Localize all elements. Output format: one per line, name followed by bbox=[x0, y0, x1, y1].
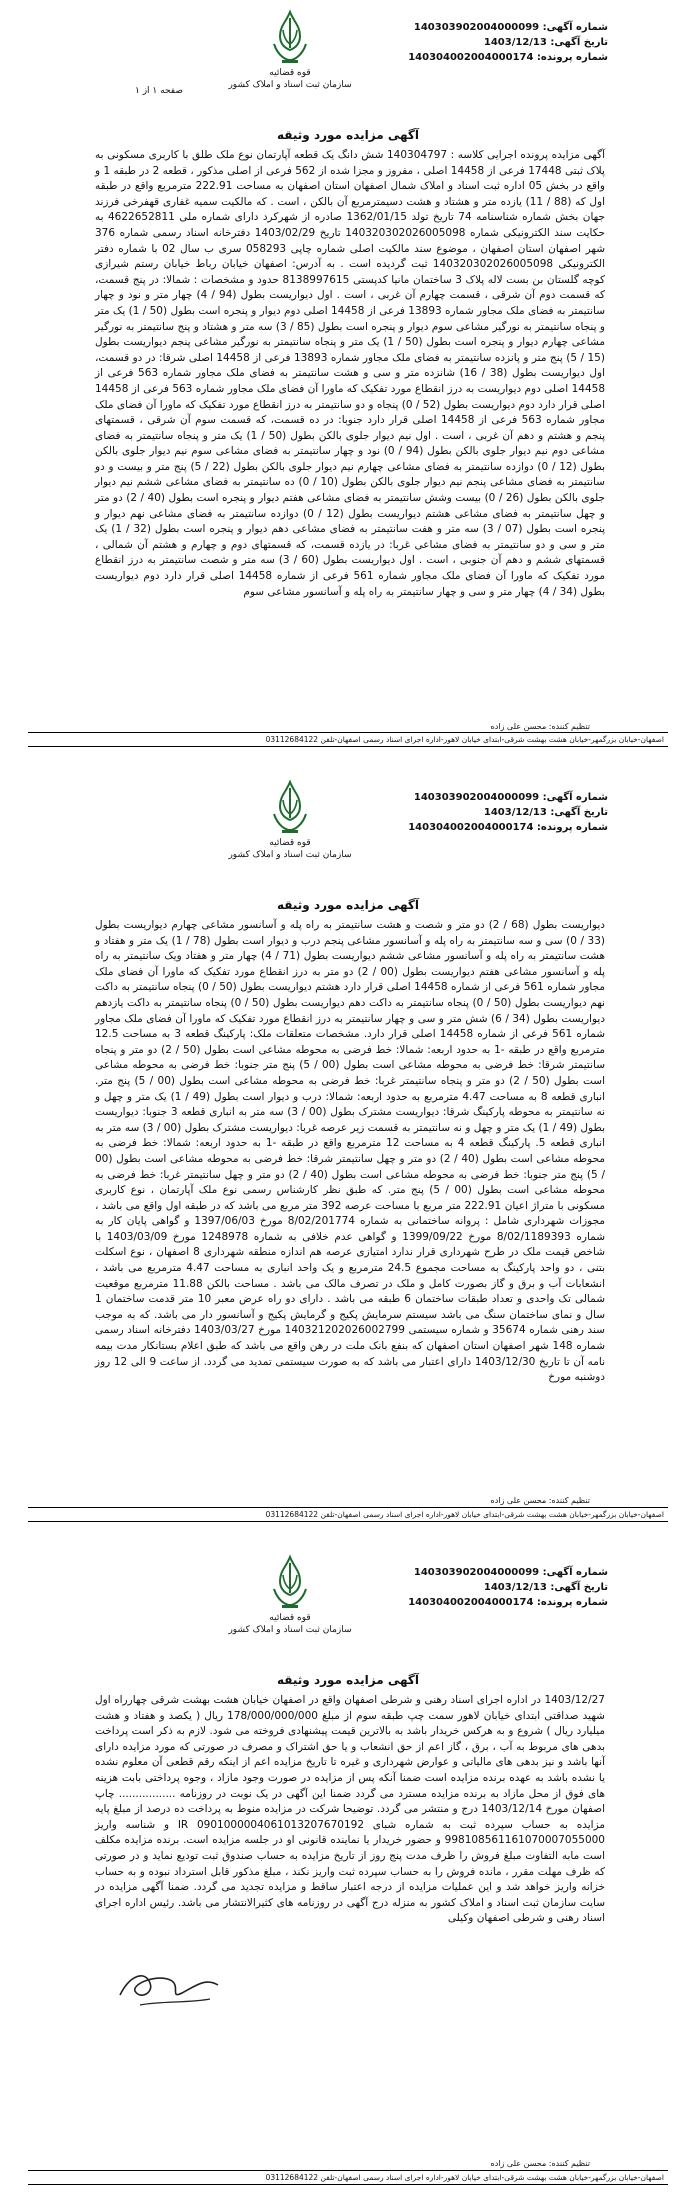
file-number: شماره پرونده: 140304002004000174 bbox=[408, 52, 608, 63]
prepared-by: تنظیم کننده: محسن علی زاده bbox=[490, 722, 590, 731]
judiciary-logo bbox=[225, 8, 355, 108]
notice-header bbox=[0, 770, 696, 896]
notice-meta bbox=[408, 790, 608, 835]
judiciary-logo bbox=[225, 1553, 355, 1653]
signature-icon bbox=[110, 1955, 230, 2015]
judiciary-emblem-icon bbox=[268, 1553, 312, 1611]
notice-body-text: دیواریست بطول (68 / 2) دو متر و شصت و هشت سانتیمتر به راه پله و آسانسور مشاعی چهارم دیواریست بطول (33 / 0) سی و سه سانتیمتر به راه پله و آسانسور مشاعی پنجم درب و دیوار است بطول (78 / 1) یک متر و هفتاد و هشت سانتیمتر به راه پله و آسانسور مشاعی ششم دیواریست بطول (71 / 4) چهار متر و هفتاد ویک سانتیمتر به راه پله و آسانسور مشاعی هفتم دیواریست بطول (00 / 2) دو متر به درز انقطاع مورد تفکیک که ماورا آن فضای ملک مجاور شماره 561 فرعی از شماره 14458 اصلی قرار دارد هشتم دیواریست بطول (50 / 0) پنجاه سانتیمتر به داکت نهم دیواریست بطول (50 / 0) پنجاه سانتیمتر به داکت دهم دیواریست بطول (50 / 0) پنجاه سانتیمتر به داکت یازدهم دیواریست بطول (34 / 6) شش متر و سی و چهار سانتیمتر به درز انقطاع مورد تفکیک که ماورا آن فضای ملک مجاور شماره 561 فرعی از شماره 14458 اصلی قرار دارد. مشخصات متعلقات ملک: پارکینگ قطعه 3 به مساحت 12.5 مترمربع واقع در طبقه -1 به حدود اربعه: شمالا: خط فرضی به محوطه مشاعی است بطول (50 / 2) دو متر و پنجاه سانتیمتر شرقا: خط فرضی به محوطه مشاعی است بطول (00 / 5) پنج متر جنوبا: خط فرضی به محوطه مشاعی است بطول (50 / 2) دو متر و پنجاه سانتیمتر غربا: خط فرضی به محوطه مشاعی است بطول (00 / 5) پنج متر. انباری قطعه 8 به مساحت 4.47 مترمربع به حدود اربعه: شمالا: درب و دیوار است بطول (49 / 1) یک متر و چهل و نه سانتیمتر به محوطه پارکینگ شرقا: دیواریست مشترک بطول (00 / 3) سه متر به انباری قطعه 3 جنوبا: دیواریست بطول (49 / 1) یک متر و چهل و نه سانتیمتر به قسمت زیر عرصه غربا: دیواریست مشترک بطول (00 / 3) سه متر به انباری قطعه 5. پارکینگ قطعه 4 به مساحت 12 مترمربع واقع در طبقه -1 به حدود اربعه: شمالا: خط فرضی به محوطه مشاعی است بطول (40 / 2) دو متر و چهل سانتیمتر شرقا: خط فرضی به محوطه مشاعی است بطول (00 / 5) پنج متر جنوبا: خط فرضی به محوطه مشاعی است بطول (40 / 2) دو متر و چهل سانتیمتر غربا: خط فرضی به محوطه مشاعی است بطول (00 / 5) پنج متر. که طبق نظر کارشناس رسمی نوع ملک آپارتمان ، نوع کاربری مسکونی با متراژ اعیان 222.91 متر مربع با مساحت عرصه 392 متر مربع می باشد که در طبقه اول واقع می باشد ، مجوزات شهرداری شامل : پروانه ساختمانی به شماره 8/02/201774 مورخ 1397/06/03 و گواهی پایان کار به شماره 8/02/1189393 مورخ 1399/09/22 و گواهی عدم خلافی به شماره 1248978 مورخ 1403/03/09 با شاخص قیمت ملک در طرح شهرداری قرار ندارد امتیازی عرصه هم اندازه منطقه شهرداری 8 اصفهان ، نوع اسکلت بتنی ، دو واحد پارکینگ به مساحت مجموع 24.5 مترمربع و یک واحد انباری به مساحت 4.47 مترمربع می باشد ، انشعابات آب و برق و گاز بصورت کامل و ملک در تصرف مالک می باشد . مساحت بالکن 11.88 مترمربع موقعیت شمالی تک واحدی و تعداد طبقات ساختمان 6 طبقه می باشد . دارای دو راه عرض معبر 10 متر قدمت ساختمان 1 سال و نمای ساختمان سنگ می باشد سیستم سرمایش پکیج و گرمایش پکیج و آسانسور دار می باشد. که به موجب سند رهنی شماره 35674 و شماره سیستمی 140321202026002799 مورخ 1403/03/27 دفترخانه اسناد رسمی شماره 148 شهر اصفهان استان اصفهان که بنفع بانک ملت در رهن واقع می باشد که طبق اعلام بستانکار مدت بیمه نامه آن تا تاریخ 1403/12/30 دارای اعتبار می باشد که به صورت سیستمی تمدید می گردد. از ساعت 9 الی 12 روز دوشنبه مورخ bbox=[95, 919, 606, 1384]
judiciary-logo bbox=[225, 778, 355, 878]
logo-text-top: قوه قضائیه bbox=[269, 838, 311, 848]
notice-title: آگهی مزایده مورد وثیقه bbox=[276, 1673, 419, 1687]
office-address-footer: اصفهان-خیابان بزرگمهر-خیابان هشت بهشت شرقی-ابتدای خیابان لاهور-اداره اجرای اسناد رسمی اصفهان-تلفن 03112684122 bbox=[28, 732, 668, 747]
logo-text-top: قوه قضائیه bbox=[269, 1613, 311, 1623]
notice-body bbox=[95, 148, 605, 600]
notice-title: آگهی مزایده مورد وثیقه bbox=[276, 898, 419, 912]
notice-header bbox=[0, 0, 696, 126]
notice-section-1 bbox=[0, 0, 696, 770]
file-number: شماره پرونده: 140304002004000174 bbox=[408, 1597, 608, 1608]
notice-date: تاریخ آگهی: 1403/12/13 bbox=[483, 37, 608, 48]
office-address-footer: اصفهان-خیابان بزرگمهر-خیابان هشت بهشت شرقی-ابتدای خیابان لاهور-اداره اجرای اسناد رسمی اصفهان-تلفن 03112684122 bbox=[28, 1507, 668, 1522]
judiciary-emblem-icon bbox=[268, 778, 312, 836]
notice-body-text: 1403/12/27 در اداره اجرای اسناد رهنی و شرطی اصفهان واقع در اصفهان خیابان هشت بهشت شرقی چهارراه اول شهید صداقتی ابتدای خیابان لاهور سمت چپ طبقه سوم از مبلغ 178/000/000/000 ریال ( یکصد و هفتاد و هشت میلیارد ریال ) شروع و به هرکس خریدار باشد به بالاترین قیمت پیشنهادی فروخته می شود. لازم به ذکر است پرداخت بدهی های مربوط به آب ، برق ، گاز اعم از حق انشعاب و یا حق اشتراک و مصرف در صورتی که مورد مزایده دارای آنها باشد و نیز بدهی های مالیاتی و عوارض شهرداری و غیره تا تاریخ مزایده اعم از اینکه رقم قطعی آن معلوم نشده یا نشده باشد به عهده برنده مزایده است ضمنا آنکه پس از مزایده در صورت وجود مازاد ، وجوه پرداختی بابت هزینه های فوق از محل مازاد به برنده مزایده مسترد می گردد ضمنا این آگهی در یک نوبت در روزنامه ................. چاپ اصفهان مورخ 1403/12/14 درج و منتشر می گردد. توضیحا شرکت در مزایده منوط به پرداخت ده درصد از مبلغ پایه مزایده به حساب سپرده ثبت به شماره شبای IR 0901000004061013207670192 و شناسه واریز 998108561161070007055000 و حضور خریدار یا نماینده قانونی او در جلسه مزایده است. برنده مزایده مکلف است مابه التفاوت مبلغ فروش را ظرف مدت پنج روز از تاریخ مزایده به حساب صندوق ثبت تودیع نماید و در صورتی که ظرف مهلت مقرر ، مانده فروش را به حساب سپرده ثبت واریز نکند ، مبلغ مذکور قابل استرداد نبوده و به حساب خزانه واریز خواهد شد و این عملیات مزایده از درجه اعتبار ساقط و مزایده تجدید می گردد. ضمنا آگهی مزایده در سایت سازمان ثبت اسناد و املاک کشور به منزله درج آگهی در روزنامه های کثیرالانتشار می باشد. رئیس اداره اجرای اسناد رهنی و شرطی اصفهان وکیلی bbox=[95, 1694, 605, 1925]
notice-number: شماره آگهی: 140303902004000099 bbox=[413, 1567, 608, 1578]
page-label: صفحه ۱ از ۱ bbox=[135, 86, 183, 96]
notice-body bbox=[95, 918, 605, 1386]
file-number: شماره پرونده: 140304002004000174 bbox=[408, 822, 608, 833]
logo-text-top: قوه قضائیه bbox=[269, 68, 311, 78]
notice-meta bbox=[408, 20, 608, 65]
notice-meta bbox=[408, 1565, 608, 1610]
logo-text-bottom: سازمان ثبت اسناد و املاک کشور bbox=[228, 80, 352, 90]
notice-number: شماره آگهی: 140303902004000099 bbox=[413, 22, 608, 33]
notice-title: آگهی مزایده مورد وثیقه bbox=[276, 128, 419, 142]
notice-section-2 bbox=[0, 770, 696, 1545]
logo-text-bottom: سازمان ثبت اسناد و املاک کشور bbox=[228, 850, 352, 860]
notice-body bbox=[95, 1693, 605, 1927]
judiciary-emblem-icon bbox=[268, 8, 312, 66]
notice-header bbox=[0, 1545, 696, 1671]
notice-date: تاریخ آگهی: 1403/12/13 bbox=[483, 807, 608, 818]
notice-date: تاریخ آگهی: 1403/12/13 bbox=[483, 1582, 608, 1593]
prepared-by: تنظیم کننده: محسن علی زاده bbox=[490, 2159, 590, 2168]
notice-body-text: آگهی مزایده پرونده اجرایی کلاسه : 140304797 شش دانگ یک قطعه آپارتمان نوع ملک طلق با کاربری مسکونی به پلاک ثبتی 17448 فرعی از 14458 اصلی ، مفروز و مجزا شده از 562 فرعی از اصلی مذکور ، قطعه 2 در طبقه 1 و واقع در بخش 05 اداره ثبت اسناد و املاک شمال اصفهان استان اصفهان به مساحت 222.91 مترمربع واقع در طبقه اول که (88 / 11) یازده متر و هشتاد و هشت دسیمترمربع آن بالکن ، است . که مالکیت سمیه غفاری قهفرخی فرزند جهان بخش شماره شناسنامه 74 تاریخ تولد 1362/01/15 صادره از شهرکرد دارای شماره ملی 4622652811 به حکایت سند الکترونیکی شماره 140320302026005098 تاریخ 1403/02/29 دفترخانه اسناد رسمی شماره 376 شهر اصفهان استان اصفهان ، موضوع سند مالکیت اصلی شماره چاپی 058293 سری ب سال 02 با شماره دفتر الکترونیکی 140320302026005098 ثبت گردیده است . به آدرس: اصفهان خیابان رباط خیابان رستم شیرازی کوچه گلستان بن بست لاله پلاک 3 ساختمان مانیا کدپستی 8138997615 حدود و مشخصات : شمالا: در پنج قسمت، که قسمت دوم آن شرقی ، قسمت چهارم آن غربی ، است . اول دیواریست بطول (94 / 4) چهار متر و نود و چهار سانتیمتر به فضای ملک مجاور شماره 13893 فرعی از 14458 اصلی دوم دیوار و پنجره است بطول (50 / 1) یک متر و پنجاه سانتیمتر به نورگیر مشاعی سوم دیوار و پنجره است بطول (85 / 3) سه متر و هشتاد و پنج سانتیمتر به نورگیر مشاعی چهارم دیوار و پنجره است بطول (50 / 1) یک متر و پنجاه سانتیمتر به نورگیر مشاعی پنجم دیواریست بطول (15 / 5) پنج متر و پانزده سانتیمتر به فضای ملک مجاور شماره 13893 فرعی از 14458 اصلی شرقا: در دو قسمت، اول دیواریست بطول (38 / 16) شانزده متر و سی و هشت سانتیمتر به فضای ملک مجاور شماره 563 فرعی از 14458 اصلی دوم دیواریست به درز انقطاع مورد تفکیک که ماورا آن فضای ملک مجاور شماره 563 فرعی از 14458 اصلی قرار دارد دوم دیواریست بطول (52 / 0) پنجاه و دو سانتیمتر به درز انقطاع مورد تفکیک که ماورا آن فضای ملک مجاور شماره 563 فرعی از 14458 اصلی قرار دارد جنوبا: در ده قسمت، که قسمت سوم آن شرقی ، قسمتهای پنجم و هشتم و دهم آن غربی ، است . اول نیم دیوار جلوی بالکن بطول (50 / 1) یک متر و پنجاه سانتیمتر به فضای مشاعی دوم نیم دیوار جلوی بالکن بطول (94 / 0) نود و چهار سانتیمتر به فضای مشاعی سوم نیم دیوار جلوی بالکن بطول (12 / 0) دوازده سانتیمتر به فضای مشاعی چهارم نیم دیوار جلوی بالکن بطول (22 / 5) پنج متر و بیست و دو سانتیمتر به فضای مشاعی پنجم نیم دیوار جلوی بالکن بطول (10 / 0) ده سانتیمتر به فضای مشاعی ششم نیم دیوار جلوی بالکن بطول (26 / 0) بیست وشش سانتیمتر به فضای مشاعی هفتم دیوار و پنجره است بطول (40 / 2) دو متر و چهل سانتیمتر به فضای مشاعی هشتم دیواریست بطول (12 / 0) دوازده سانتیمتر به فضای مشاعی نهم دیوار و پنجره است بطول (07 / 3) سه متر و هفت سانتیمتر به فضای مشاعی دهم دیوار و پنجره است بطول (32 / 1) یک متر و سی و دو سانتیمتر به فضای مشاعی غربا: در یازده قسمت، که قسمتهای دوم و چهارم و هشتم آن شمالی ، قسمتهای ششم و دهم آن جنوبی ، است . اول دیواریست بطول (60 / 3) سه متر و شصت سانتیمتر به درز انقطاع مورد تفکیک که ماورا آن فضای ملک مجاور شماره 561 فرعی از شماره 14458 اصلی قرار دارد دوم دیواریست بطول (34 / 4) چهار متر و سی و چهار سانتیمتر به راه پله و آسانسور مشاعی سوم bbox=[95, 149, 606, 598]
prepared-by: تنظیم کننده: محسن علی زاده bbox=[490, 1496, 590, 1505]
office-address-footer: اصفهان-خیابان بزرگمهر-خیابان هشت بهشت شرقی-ابتدای خیابان لاهور-اداره اجرای اسناد رسمی اصفهان-تلفن 03112684122 bbox=[28, 2170, 668, 2185]
logo-text-bottom: سازمان ثبت اسناد و املاک کشور bbox=[228, 1625, 352, 1635]
notice-section-3 bbox=[0, 1545, 696, 2206]
notice-number: شماره آگهی: 140303902004000099 bbox=[413, 792, 608, 803]
